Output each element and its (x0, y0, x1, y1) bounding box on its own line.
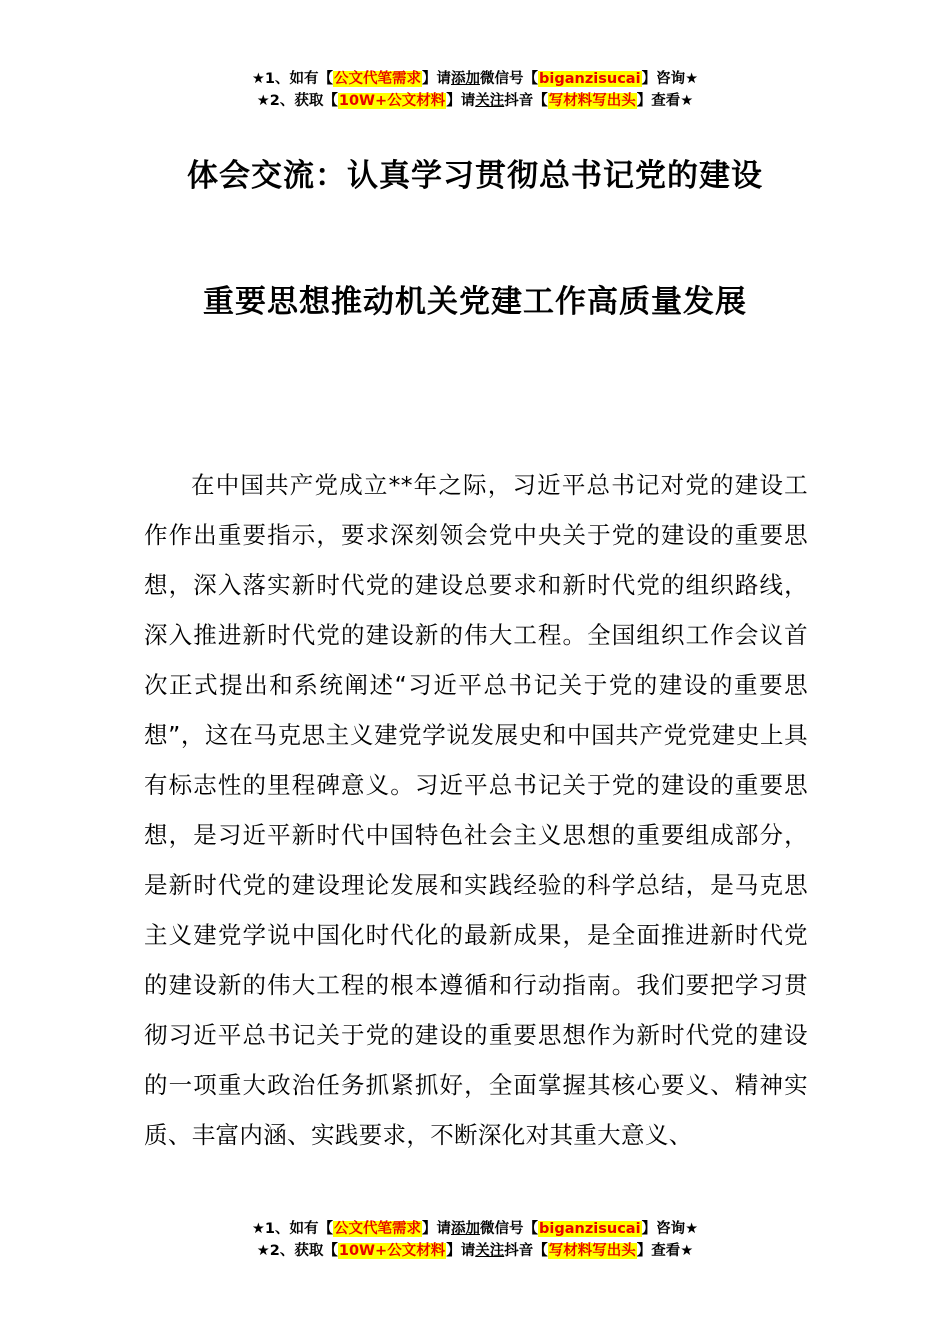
banner-text: ★2、获取【 (256, 1243, 338, 1259)
banner-highlight-wechat-id: biganzisucai (539, 1221, 641, 1237)
banner-highlight-materials: 10W+公文材料 (338, 93, 446, 109)
banner-text: 】请 (422, 1221, 452, 1237)
banner-underlined-text: 关注 (475, 1243, 505, 1259)
header-banner (0, 68, 950, 112)
banner-underlined-text: 关注 (475, 93, 505, 109)
banner-highlight-service: 公文代笔需求 (334, 1221, 422, 1237)
banner-text: 】请 (422, 71, 452, 87)
banner-text: 】请 (446, 1243, 476, 1259)
banner-text: 】查看★ (636, 93, 694, 109)
banner-underlined-text: 添加 (451, 1221, 481, 1237)
document-title-line-1: 体会交流：认真学习贯彻总书记党的建设 (187, 158, 763, 194)
banner-highlight-materials: 10W+公文材料 (338, 1243, 446, 1259)
banner-line-2 (0, 90, 950, 112)
banner-text: ★1、如有【 (251, 1221, 334, 1237)
banner-text: 抖音【 (504, 93, 548, 109)
banner-text: 微信号【 (480, 71, 539, 87)
banner-text: 】请 (446, 93, 476, 109)
banner-text: 】咨询★ (641, 1221, 699, 1237)
banner-line-2 (0, 1240, 950, 1262)
banner-line-1 (0, 1218, 950, 1240)
banner-highlight-wechat-id: biganzisucai (539, 71, 641, 87)
banner-text: 】查看★ (636, 1243, 694, 1259)
banner-text: 】咨询★ (641, 71, 699, 87)
banner-text: 抖音【 (504, 1243, 548, 1259)
document-title-line-2: 重要思想推动机关党建工作高质量发展 (203, 284, 747, 320)
body-paragraph: 在中国共产党成立**年之际，习近平总书记对党的建设工作作出重要指示，要求深刻领会党中央关于党的建设的重要思想，深入落实新时代党的建设总要求和新时代党的组织路线，深入推进新时代党的建设新的伟大工程。全国组织工作会议首次正式提出和系统阐述“习近平总书记关于党的建设的重要思想”，这在马克思主义建党学说发展史和中国共产党党建史上具有标志性的里程碑意义。习近平总书记关于党的建设的重要思想，是习近平新时代中国特色社会主义思想的重要组成部分，是新时代党的建设理论发展和实践经验的科学总结，是马克思主义建党学说中国化时代化的最新成果，是全面推进新时代党的建设新的伟大工程的根本遵循和行动指南。我们要把学习贯彻习近平总书记关于党的建设的重要思想作为新时代党的建设的一项重大政治任务抓紧抓好，全面掌握其核心要义、精神实质、丰富内涵、实践要求，不断深化对其重大意义、 (144, 471, 808, 1149)
banner-text: ★2、获取【 (256, 93, 338, 109)
banner-underlined-text: 添加 (451, 71, 481, 87)
banner-highlight-douyin-id: 写材料写出头 (548, 93, 636, 109)
banner-line-1 (0, 68, 950, 90)
banner-highlight-douyin-id: 写材料写出头 (548, 1243, 636, 1259)
footer-banner (0, 1218, 950, 1262)
banner-highlight-service: 公文代笔需求 (334, 71, 422, 87)
banner-text: 微信号【 (480, 1221, 539, 1237)
banner-text: ★1、如有【 (251, 71, 334, 87)
